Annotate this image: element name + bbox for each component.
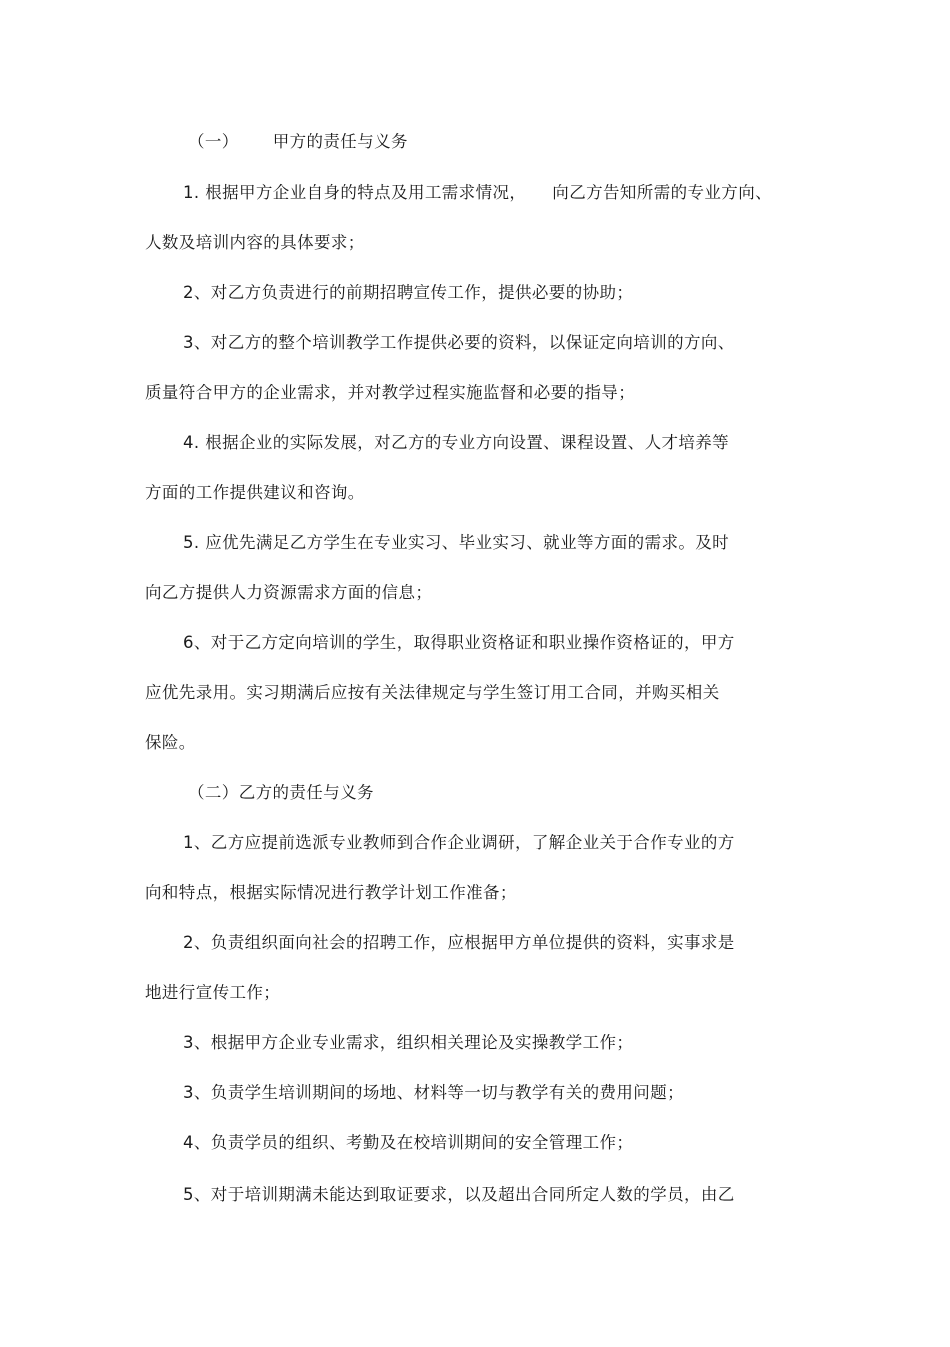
paragraph-line: 向乙方提供人力资源需求方面的信息；: [145, 583, 433, 602]
paragraph-line: 5、对于培训期满未能达到取证要求，以及超出合同所定人数的学员，由乙: [183, 1185, 735, 1204]
paragraph-line: 3、负责学生培训期间的场地、材料等一切与教学有关的费用问题；: [183, 1083, 684, 1102]
paragraph-line: 向和特点，根据实际情况进行教学计划工作准备；: [145, 883, 517, 902]
paragraph-line: 1、乙方应提前选派专业教师到合作企业调研，了解企业关于合作专业的方: [183, 833, 735, 852]
section-1-heading-number: （一）: [188, 132, 239, 151]
paragraph-line: 6、对于乙方定向培训的学生，取得职业资格证和职业操作资格证的，甲方: [183, 633, 735, 652]
text-fragment: 向乙方告知所需的专业方向、: [552, 183, 772, 202]
section-1-heading-text: 甲方的责任与义务: [272, 132, 408, 151]
paragraph-line: 方面的工作提供建议和咨询。: [145, 483, 365, 502]
paragraph-line: 2、负责组织面向社会的招聘工作，应根据甲方单位提供的资料，实事求是: [183, 933, 735, 952]
section-1-heading: [188, 131, 408, 153]
paragraph-line: 保险。: [145, 733, 196, 752]
paragraph-line: 人数及培训内容的具体要求；: [145, 233, 365, 252]
paragraph-line: 3、对乙方的整个培训教学工作提供必要的资料，以保证定向培训的方向、: [183, 333, 735, 352]
paragraph-line: 4. 根据企业的实际发展，对乙方的专业方向设置、课程设置、人才培养等: [183, 433, 730, 452]
paragraph-line: 应优先录用。实习期满后应按有关法律规定与学生签订用工合同，并购买相关: [145, 683, 720, 702]
paragraph-line: 3、根据甲方企业专业需求，组织相关理论及实操教学工作；: [183, 1033, 634, 1052]
paragraph-line: 4、负责学员的组织、考勤及在校培训期间的安全管理工作；: [183, 1133, 634, 1152]
section-2-heading: （二）乙方的责任与义务: [188, 783, 374, 802]
paragraph-line: 5. 应优先满足乙方学生在专业实习、毕业实习、就业等方面的需求。及时: [183, 533, 730, 552]
paragraph-line: 2、对乙方负责进行的前期招聘宣传工作，提供必要的协助；: [183, 283, 634, 302]
text-fragment: 1. 根据甲方企业自身的特点及用工需求情况，: [183, 183, 527, 202]
paragraph-line: 地进行宣传工作；: [145, 983, 281, 1002]
paragraph-line: 质量符合甲方的企业需求，并对教学过程实施监督和必要的指导；: [145, 383, 636, 402]
paragraph-line: [183, 182, 772, 204]
